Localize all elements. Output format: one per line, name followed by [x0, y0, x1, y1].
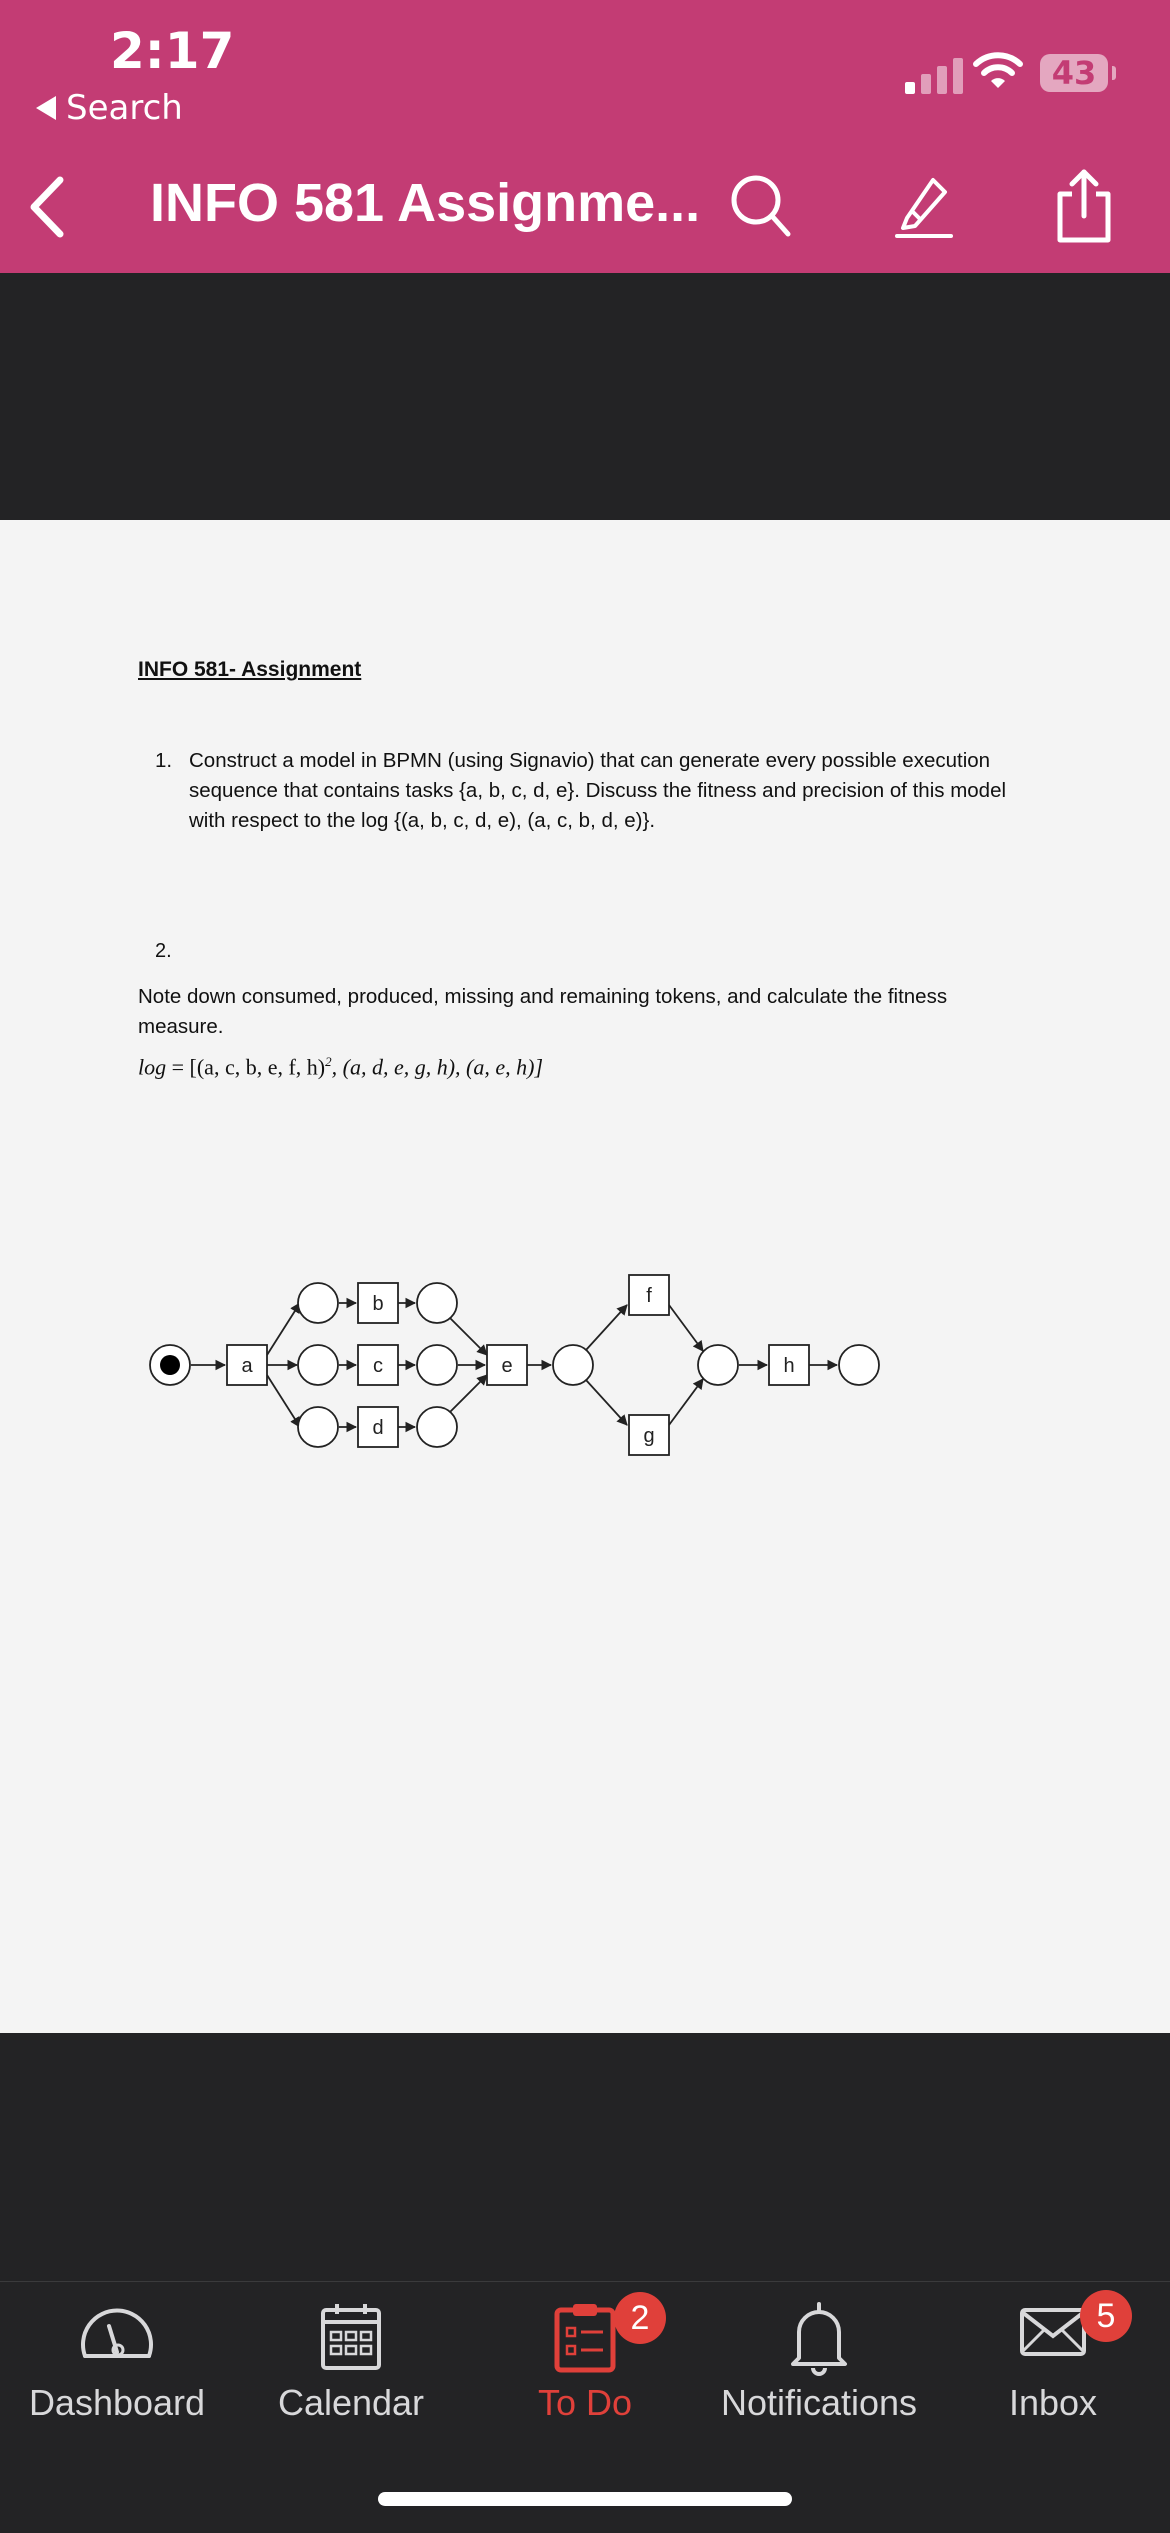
search-icon[interactable] — [728, 168, 792, 240]
dashboard-icon — [77, 2300, 157, 2370]
calendar-icon — [319, 2300, 383, 2372]
battery-indicator: 43 — [1040, 54, 1108, 92]
log-rest: , (a, d, e, g, h), (a, e, h)] — [331, 1054, 544, 1080]
todo-badge: 2 — [614, 2292, 666, 2344]
tab-notifications[interactable] — [702, 2282, 936, 2462]
label-a: a — [241, 1355, 253, 1377]
place-p4 — [417, 1283, 457, 1323]
back-to-search-label: Search — [66, 88, 183, 128]
label-h: h — [783, 1355, 795, 1377]
tab-inbox[interactable] — [936, 2282, 1170, 2462]
document-heading: INFO 581- Assignment — [138, 658, 362, 681]
todo-icon — [553, 2300, 617, 2374]
question-2-text: Note down consumed, produced, missing and remaining tokens, and calculate the fitness measure. — [138, 985, 948, 1038]
place-p2 — [298, 1345, 338, 1385]
place-p6 — [417, 1407, 457, 1447]
inbox-badge: 5 — [1080, 2290, 1132, 2342]
tab-todo-label: To Do — [537, 2382, 633, 2423]
question-1-text: Construct a model in BPMN (using Signavio) that can generate every possible execution sequence that contains tasks {a, b, c, d, e}. Discuss the fitness and precision of this model with respect to the log {(a, b, c, d, e), (a, c, b, d, e)}. — [189, 749, 1007, 832]
question-1-number: 1. — [155, 749, 173, 772]
document-page[interactable] — [0, 520, 1170, 2033]
log-formula — [138, 1054, 543, 1080]
label-b: b — [372, 1293, 384, 1315]
tab-todo[interactable] — [468, 2282, 702, 2462]
share-icon[interactable] — [1052, 168, 1116, 244]
home-indicator[interactable] — [378, 2492, 792, 2506]
inbox-icon — [1018, 2300, 1088, 2360]
label-e: e — [501, 1355, 513, 1377]
bell-icon — [787, 2300, 851, 2376]
page-title: INFO 581 Assignme... — [150, 173, 701, 233]
tab-calendar[interactable] — [234, 2282, 468, 2462]
tab-dashboard[interactable] — [0, 2282, 234, 2462]
place-p7 — [553, 1345, 593, 1385]
place-p3 — [298, 1407, 338, 1447]
wifi-icon — [972, 48, 1024, 92]
log-superscript: 2 — [325, 1054, 332, 1069]
label-c: c — [373, 1355, 383, 1377]
question-2-number: 2. — [155, 940, 172, 962]
place-p1 — [298, 1283, 338, 1323]
label-f: f — [646, 1285, 652, 1307]
petri-net-diagram — [145, 1265, 895, 1465]
highlighter-icon[interactable] — [893, 168, 957, 240]
document-top-margin — [0, 273, 1170, 520]
token — [160, 1355, 180, 1375]
back-to-search-link[interactable] — [36, 88, 183, 128]
app-header — [0, 0, 1170, 273]
tab-inbox-label: Inbox — [1008, 2382, 1098, 2423]
cell-signal-icon — [905, 54, 963, 94]
place-p8 — [698, 1345, 738, 1385]
tab-dashboard-label: Dashboard — [28, 2382, 206, 2423]
tab-notifications-label: Notifications — [720, 2382, 918, 2423]
place-end — [839, 1345, 879, 1385]
tab-calendar-label: Calendar — [277, 2382, 425, 2423]
place-p5 — [417, 1345, 457, 1385]
back-triangle-icon — [36, 96, 56, 120]
log-eq: = [(a, c, b, e, f, h) — [166, 1054, 326, 1080]
label-d: d — [372, 1417, 384, 1439]
label-g: g — [643, 1425, 655, 1447]
log-label: log — [138, 1054, 167, 1080]
question-1 — [155, 746, 1025, 836]
status-time: 2:17 — [110, 22, 235, 80]
back-chevron-icon[interactable] — [22, 172, 72, 242]
